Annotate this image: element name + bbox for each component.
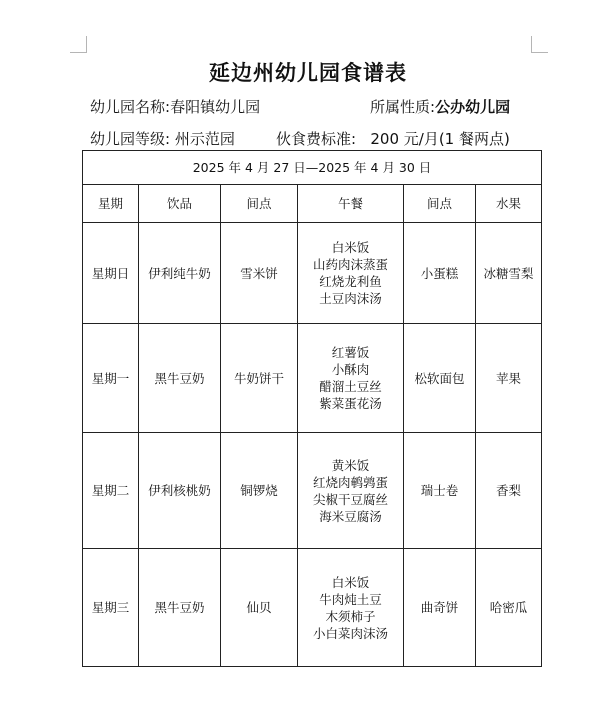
table-row <box>83 433 542 549</box>
snack-1-cell: 雪米饼 <box>221 223 298 324</box>
lunch-item: 木须柿子 <box>325 608 376 624</box>
lunch-item: 红薯饭 <box>331 345 370 360</box>
grade-line <box>90 128 235 149</box>
drink-cell: 黑牛豆奶 <box>139 549 221 667</box>
fruit-cell: 冰糖雪梨 <box>476 223 542 324</box>
header-snack-1: 间点 <box>221 185 298 223</box>
grade-label: 幼儿园等级: <box>90 130 171 148</box>
snack-1-cell: 铜锣烧 <box>221 433 298 549</box>
day-cell: 星期二 <box>83 433 139 549</box>
snack-2-cell: 曲奇饼 <box>404 549 476 667</box>
menu-table <box>82 150 542 667</box>
fee-line <box>276 128 510 149</box>
lunch-item: 牛肉炖土豆 <box>319 591 382 607</box>
grade-value: 州示范园 <box>174 130 235 148</box>
document-title: 延边州幼儿园食谱表 <box>209 61 407 85</box>
header-drink: 饮品 <box>139 185 221 223</box>
header-day: 星期 <box>83 185 139 223</box>
drink-cell: 黑牛豆奶 <box>139 324 221 433</box>
snack-1-cell: 牛奶饼干 <box>221 324 298 433</box>
lunch-item: 小酥肉 <box>331 362 370 377</box>
lunch-item: 红烧龙利鱼 <box>319 274 382 289</box>
lunch-item: 土豆肉沫汤 <box>319 291 382 306</box>
fruit-cell: 哈密瓜 <box>476 549 542 667</box>
snack-2-cell: 小蛋糕 <box>404 223 476 324</box>
lunch-cell <box>298 324 404 433</box>
day-cell: 星期一 <box>83 324 139 433</box>
lunch-item: 海米豆腐汤 <box>319 508 382 524</box>
crop-mark-top-left <box>70 36 87 53</box>
kindergarten-name-label: 幼儿园名称: <box>90 98 171 116</box>
snack-2-cell: 松软面包 <box>404 324 476 433</box>
date-row <box>83 151 542 185</box>
snack-1-cell: 仙贝 <box>221 549 298 667</box>
lunch-item: 红烧肉鹌鹑蛋 <box>312 474 388 490</box>
lunch-item: 白米饭 <box>331 574 370 590</box>
snack-2-cell: 瑞士卷 <box>404 433 476 549</box>
table-row <box>83 223 542 324</box>
fee-label: 伙食费标准: <box>276 130 357 148</box>
lunch-item: 尖椒干豆腐丝 <box>312 491 388 507</box>
fruit-cell: 苹果 <box>476 324 542 433</box>
lunch-item: 山药肉沫蒸蛋 <box>312 257 388 272</box>
lunch-cell <box>298 433 404 549</box>
nature-label: 所属性质: <box>370 98 436 116</box>
lunch-item: 小白菜肉沫汤 <box>312 625 388 641</box>
nature-value: 公办幼儿园 <box>435 98 511 116</box>
lunch-item: 白米饭 <box>331 240 370 255</box>
date-range: 2025 年 4 月 27 日—2025 年 4 月 30 日 <box>83 151 542 185</box>
lunch-cell <box>298 549 404 667</box>
kindergarten-name-line <box>90 96 260 117</box>
header-snack-2: 间点 <box>404 185 476 223</box>
header-lunch: 午餐 <box>298 185 404 223</box>
lunch-item: 紫菜蛋花汤 <box>319 396 382 411</box>
drink-cell: 伊利核桃奶 <box>139 433 221 549</box>
kindergarten-name-value: 春阳镇幼儿园 <box>170 98 261 116</box>
fee-value: 200 元/月(1 餐两点) <box>370 130 510 148</box>
table-row <box>83 324 542 433</box>
nature-line <box>370 96 510 117</box>
lunch-item: 黄米饭 <box>331 457 370 473</box>
fruit-cell: 香梨 <box>476 433 542 549</box>
drink-cell: 伊利纯牛奶 <box>139 223 221 324</box>
day-cell: 星期三 <box>83 549 139 667</box>
crop-mark-top-right <box>531 36 548 53</box>
header-fruit: 水果 <box>476 185 542 223</box>
header-row <box>83 185 542 223</box>
day-cell: 星期日 <box>83 223 139 324</box>
lunch-cell <box>298 223 404 324</box>
lunch-item: 醋溜土豆丝 <box>319 379 382 394</box>
table-row <box>83 549 542 667</box>
